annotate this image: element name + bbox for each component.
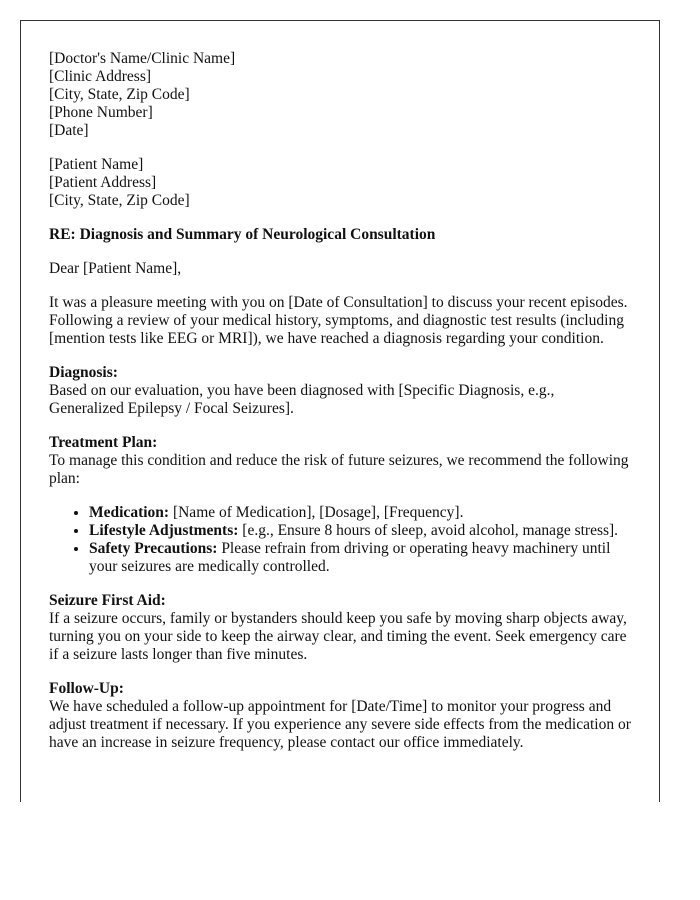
- diagnosis-heading: Diagnosis:: [49, 364, 118, 381]
- follow-up-section: [49, 680, 631, 752]
- follow-up-heading: Follow-Up:: [49, 680, 124, 697]
- salutation: Dear [Patient Name],: [49, 260, 182, 277]
- treatment-list: [49, 504, 631, 576]
- sender-block: [49, 50, 631, 140]
- recipient-line: [Patient Name]: [49, 156, 144, 173]
- item-label: Medication:: [89, 504, 170, 521]
- diagnosis-section: [49, 364, 631, 418]
- letter-page: [20, 20, 660, 802]
- first-aid-heading: Seizure First Aid:: [49, 592, 166, 609]
- first-aid-section: [49, 592, 631, 664]
- item-text: [e.g., Ensure 8 hours of sleep, avoid alcohol, manage stress].: [238, 522, 619, 539]
- recipient-block: [49, 156, 631, 210]
- treatment-text: To manage this condition and reduce the risk of future seizures, we recommend the following plan:: [49, 452, 629, 487]
- first-aid-text: If a seizure occurs, family or bystanders should keep you safe by moving sharp objects away, turning you on your side to keep the airway clear, and timing the event. Seek emergency care if a seizure lasts longer than five minutes.: [49, 610, 627, 663]
- item-label: Lifestyle Adjustments:: [89, 522, 239, 539]
- sender-line: [Date]: [49, 122, 89, 139]
- sender-line: [Phone Number]: [49, 104, 153, 121]
- sender-line: [Doctor's Name/Clinic Name]: [49, 50, 236, 67]
- list-item: [89, 540, 631, 576]
- follow-up-text: We have scheduled a follow-up appointment for [Date/Time] to monitor your progress and adjust treatment if necessary. If you experience any severe side effects from the medication or have an increase in seizure frequency, please contact our office immediately.: [49, 698, 631, 751]
- treatment-section: [49, 434, 631, 488]
- item-label: Safety Precautions:: [89, 540, 218, 557]
- sender-line: [Clinic Address]: [49, 68, 152, 85]
- subject-line: RE: Diagnosis and Summary of Neurological Consultation: [49, 226, 436, 243]
- treatment-heading: Treatment Plan:: [49, 434, 158, 451]
- recipient-line: [City, State, Zip Code]: [49, 192, 190, 209]
- item-text: Please refrain from driving or operating heavy machinery until your seizures are medically controlled.: [89, 540, 611, 575]
- item-text: [Name of Medication], [Dosage], [Frequency].: [169, 504, 464, 521]
- recipient-line: [Patient Address]: [49, 174, 157, 191]
- sender-line: [City, State, Zip Code]: [49, 86, 190, 103]
- intro-paragraph: It was a pleasure meeting with you on [Date of Consultation] to discuss your recent episodes. Following a review of your medical history, symptoms, and diagnostic test results (including [mention tests like EEG or MRI]), we have reached a diagnosis regarding your condition.: [49, 294, 628, 347]
- list-item: [89, 522, 631, 540]
- diagnosis-text: Based on our evaluation, you have been diagnosed with [Specific Diagnosis, e.g., Generalized Epilepsy / Focal Seizures].: [49, 382, 555, 417]
- list-item: [89, 504, 631, 522]
